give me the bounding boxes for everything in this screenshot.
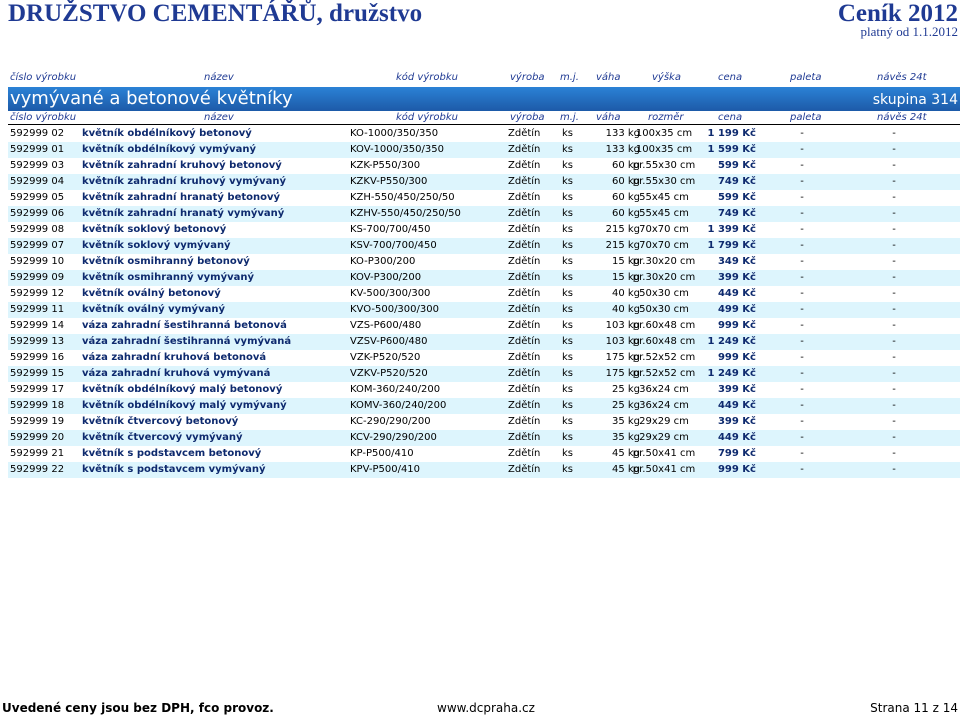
trailer-cell: - [892, 416, 896, 427]
col-code: číslo výrobku [10, 72, 77, 83]
table-row [8, 414, 960, 430]
pallet-cell: - [800, 464, 804, 475]
table-row [8, 462, 960, 478]
price-cell: 1 799 Kč [707, 240, 756, 251]
product-sku-cell: KSV-700/700/450 [350, 240, 437, 251]
weight-cell: 25 kg [611, 400, 640, 411]
trailer-cell: - [892, 384, 896, 395]
size-cell: pr.52x52 cm [632, 368, 696, 379]
production-cell: Zdětín [508, 432, 541, 443]
product-sku-cell: KP-P500/410 [350, 448, 414, 459]
product-name-cell: váza zahradní šestihranná vymývaná [82, 336, 292, 347]
product-name-cell: váza zahradní kruhová betonová [82, 352, 267, 363]
validity-date: platný od 1.1.2012 [860, 24, 958, 39]
product-sku-cell: KZKV-P550/300 [350, 176, 428, 187]
production-cell: Zdětín [508, 416, 541, 427]
pallet-cell: - [800, 144, 804, 155]
product-code-cell: 592999 21 [10, 448, 65, 459]
product-code-cell: 592999 16 [10, 352, 65, 363]
product-name-cell: květník oválný betonový [82, 288, 221, 299]
product-code-cell: 592999 05 [10, 192, 65, 203]
price-cell: 1 249 Kč [707, 368, 756, 379]
pallet-cell: - [800, 128, 804, 139]
price-cell: 449 Kč [717, 432, 756, 443]
product-code-cell: 592999 18 [10, 400, 65, 411]
trailer-cell: - [892, 176, 896, 187]
size-cell: 100x35 cm [635, 144, 693, 155]
weight-cell: 175 kg [605, 352, 640, 363]
weight-cell: 215 kg [605, 224, 640, 235]
size-cell: pr.60x48 cm [632, 336, 696, 347]
table-row [8, 254, 960, 270]
col-product-code: kód výrobku [396, 112, 458, 123]
product-sku-cell: KZK-P550/300 [350, 160, 421, 171]
trailer-cell: - [892, 240, 896, 251]
product-name-cell: květník osmihranný betonový [82, 256, 250, 267]
unit-cell: ks [562, 384, 574, 395]
product-sku-cell: KPV-P500/410 [350, 464, 421, 475]
product-sku-cell: KS-700/700/450 [350, 224, 431, 235]
pallet-cell: - [800, 384, 804, 395]
product-name-cell: váza zahradní šestihranná betonová [82, 320, 287, 331]
price-cell: 349 Kč [717, 256, 756, 267]
col-production: výroba [510, 112, 545, 123]
col-trailer: návěs 24t [877, 72, 927, 83]
product-name-cell: květník soklový vymývaný [82, 240, 231, 251]
price-cell: 999 Kč [717, 320, 756, 331]
size-cell: pr.50x41 cm [632, 448, 696, 459]
price-cell: 1 599 Kč [707, 144, 756, 155]
unit-cell: ks [562, 336, 574, 347]
weight-cell: 60 kg [611, 176, 640, 187]
product-name-cell: květník soklový betonový [82, 224, 227, 235]
size-cell: 36x24 cm [639, 384, 689, 395]
size-cell: pr.52x52 cm [632, 352, 696, 363]
weight-cell: 40 kg [611, 304, 640, 315]
unit-cell: ks [562, 432, 574, 443]
price-cell: 499 Kč [717, 304, 756, 315]
table-row [8, 334, 960, 350]
pallet-cell: - [800, 432, 804, 443]
pallet-cell: - [800, 208, 804, 219]
product-name-cell: květník s podstavcem betonový [82, 448, 262, 459]
table-row [8, 174, 960, 190]
trailer-cell: - [892, 208, 896, 219]
table-row [8, 446, 960, 462]
product-sku-cell: VZSV-P600/480 [350, 336, 428, 347]
pallet-cell: - [800, 448, 804, 459]
unit-cell: ks [562, 320, 574, 331]
pallet-cell: - [800, 288, 804, 299]
trailer-cell: - [892, 320, 896, 331]
price-cell: 1 199 Kč [707, 128, 756, 139]
size-cell: 55x45 cm [639, 192, 689, 203]
production-cell: Zdětín [508, 128, 541, 139]
product-sku-cell: VZS-P600/480 [350, 320, 422, 331]
product-sku-cell: VZKV-P520/520 [350, 368, 428, 379]
price-cell: 449 Kč [717, 400, 756, 411]
size-cell: 50x30 cm [639, 288, 689, 299]
product-sku-cell: KVO-500/300/300 [350, 304, 439, 315]
size-cell: 50x30 cm [639, 304, 689, 315]
trailer-cell: - [892, 368, 896, 379]
unit-cell: ks [562, 192, 574, 203]
product-sku-cell: KOV-P300/200 [350, 272, 422, 283]
weight-cell: 103 kg [605, 320, 640, 331]
price-cell: 399 Kč [717, 416, 756, 427]
production-cell: Zdětín [508, 240, 541, 251]
trailer-cell: - [892, 400, 896, 411]
table-row [8, 398, 960, 414]
unit-cell: ks [562, 144, 574, 155]
col-unit: m.j. [560, 112, 579, 123]
table-row [8, 318, 960, 334]
unit-cell: ks [562, 176, 574, 187]
production-cell: Zdětín [508, 320, 541, 331]
header-separator [8, 124, 960, 125]
product-name-cell: květník zahradní hranatý betonový [82, 192, 281, 203]
trailer-cell: - [892, 464, 896, 475]
table-row [8, 382, 960, 398]
production-cell: Zdětín [508, 288, 541, 299]
table-row [8, 286, 960, 302]
trailer-cell: - [892, 272, 896, 283]
product-name-cell: květník s podstavcem vymývaný [82, 464, 266, 475]
product-sku-cell: KC-290/290/200 [350, 416, 431, 427]
product-code-cell: 592999 19 [10, 416, 65, 427]
product-code-cell: 592999 14 [10, 320, 65, 331]
unit-cell: ks [562, 288, 574, 299]
production-cell: Zdětín [508, 400, 541, 411]
footer-website[interactable]: www.dcpraha.cz [437, 701, 535, 715]
product-code-cell: 592999 04 [10, 176, 65, 187]
product-sku-cell: KOMV-360/240/200 [350, 400, 447, 411]
product-code-cell: 592999 06 [10, 208, 65, 219]
table-row [8, 238, 960, 254]
size-cell: 36x24 cm [639, 400, 689, 411]
unit-cell: ks [562, 352, 574, 363]
unit-cell: ks [562, 368, 574, 379]
pallet-cell: - [800, 320, 804, 331]
unit-cell: ks [562, 416, 574, 427]
unit-cell: ks [562, 128, 574, 139]
product-name-cell: váza zahradní kruhová vymývaná [82, 368, 271, 379]
price-cell: 1 249 Kč [707, 336, 756, 347]
col-pallet: paleta [790, 112, 822, 123]
col-code: číslo výrobku [10, 112, 77, 123]
weight-cell: 60 kg [611, 160, 640, 171]
product-name-cell: květník obdélníkový vymývaný [82, 144, 257, 155]
weight-cell: 45 kg [611, 448, 640, 459]
product-code-cell: 592999 20 [10, 432, 65, 443]
trailer-cell: - [892, 224, 896, 235]
size-cell: pr.60x48 cm [632, 320, 696, 331]
price-cell: 599 Kč [717, 160, 756, 171]
size-cell: 100x35 cm [635, 128, 693, 139]
col-pallet: paleta [790, 72, 822, 83]
pallet-cell: - [800, 368, 804, 379]
unit-cell: ks [562, 256, 574, 267]
table-row [8, 350, 960, 366]
unit-cell: ks [562, 208, 574, 219]
production-cell: Zdětín [508, 464, 541, 475]
unit-cell: ks [562, 448, 574, 459]
col-production: výroba [510, 72, 545, 83]
unit-cell: ks [562, 224, 574, 235]
section-band [8, 87, 960, 111]
company-title: DRUŽSTVO CEMENTÁŘŮ, družstvo [8, 0, 423, 27]
unit-cell: ks [562, 304, 574, 315]
weight-cell: 133 kg [605, 144, 640, 155]
pallet-cell: - [800, 256, 804, 267]
price-list-title: Ceník 2012 [837, 0, 958, 27]
weight-cell: 175 kg [605, 368, 640, 379]
product-sku-cell: KOV-1000/350/350 [350, 144, 444, 155]
unit-cell: ks [562, 160, 574, 171]
col-name: název [204, 112, 234, 123]
col-height: výška [652, 72, 681, 83]
price-cell: 399 Kč [717, 272, 756, 283]
price-cell: 399 Kč [717, 384, 756, 395]
pallet-cell: - [800, 336, 804, 347]
pallet-cell: - [800, 240, 804, 251]
product-code-cell: 592999 17 [10, 384, 65, 395]
trailer-cell: - [892, 336, 896, 347]
size-cell: pr.55x30 cm [632, 176, 696, 187]
col-price: cena [718, 112, 743, 123]
product-name-cell: květník oválný vymývaný [82, 304, 225, 315]
table-row [8, 222, 960, 238]
trailer-cell: - [892, 144, 896, 155]
col-product-code: kód výrobku [396, 72, 458, 83]
price-cell: 999 Kč [717, 352, 756, 363]
table-row [8, 270, 960, 286]
col-trailer: návěs 24t [877, 112, 927, 123]
weight-cell: 40 kg [611, 288, 640, 299]
production-cell: Zdětín [508, 448, 541, 459]
table-row [8, 302, 960, 318]
product-code-cell: 592999 22 [10, 464, 65, 475]
product-name-cell: květník zahradní hranatý vymývaný [82, 208, 285, 219]
trailer-cell: - [892, 448, 896, 459]
production-cell: Zdětín [508, 208, 541, 219]
product-code-cell: 592999 01 [10, 144, 65, 155]
product-name-cell: květník zahradní kruhový betonový [82, 160, 282, 171]
pallet-cell: - [800, 272, 804, 283]
product-name-cell: květník osmihranný vymývaný [82, 272, 254, 283]
section-title: vymývané a betonové květníky [10, 88, 293, 109]
product-sku-cell: KOM-360/240/200 [350, 384, 441, 395]
weight-cell: 215 kg [605, 240, 640, 251]
trailer-cell: - [892, 128, 896, 139]
size-cell: 70x70 cm [639, 224, 689, 235]
product-code-cell: 592999 13 [10, 336, 65, 347]
table-row [8, 158, 960, 174]
size-cell: 29x29 cm [639, 432, 689, 443]
price-cell: 999 Kč [717, 464, 756, 475]
weight-cell: 60 kg [611, 208, 640, 219]
product-name-cell: květník čtvercový vymývaný [82, 432, 243, 443]
pallet-cell: - [800, 176, 804, 187]
product-code-cell: 592999 08 [10, 224, 65, 235]
pallet-cell: - [800, 416, 804, 427]
product-code-cell: 592999 03 [10, 160, 65, 171]
weight-cell: 45 kg [611, 464, 640, 475]
trailer-cell: - [892, 160, 896, 171]
production-cell: Zdětín [508, 176, 541, 187]
weight-cell: 25 kg [611, 384, 640, 395]
weight-cell: 35 kg [611, 432, 640, 443]
weight-cell: 35 kg [611, 416, 640, 427]
production-cell: Zdětín [508, 192, 541, 203]
production-cell: Zdětín [508, 384, 541, 395]
trailer-cell: - [892, 256, 896, 267]
page-number: Strana 11 z 14 [870, 701, 958, 715]
production-cell: Zdětín [508, 144, 541, 155]
product-code-cell: 592999 15 [10, 368, 65, 379]
trailer-cell: - [892, 192, 896, 203]
product-name-cell: květník obdélníkový malý betonový [82, 384, 283, 395]
product-name-cell: květník obdélníkový malý vymývaný [82, 400, 287, 411]
production-cell: Zdětín [508, 304, 541, 315]
size-cell: pr.30x20 cm [632, 272, 696, 283]
pallet-cell: - [800, 160, 804, 171]
trailer-cell: - [892, 288, 896, 299]
unit-cell: ks [562, 464, 574, 475]
pallet-cell: - [800, 400, 804, 411]
product-sku-cell: KO-1000/350/350 [350, 128, 439, 139]
production-cell: Zdětín [508, 256, 541, 267]
product-name-cell: květník čtvercový betonový [82, 416, 239, 427]
unit-cell: ks [562, 400, 574, 411]
product-code-cell: 592999 12 [10, 288, 65, 299]
col-size: rozměr [648, 112, 684, 123]
unit-cell: ks [562, 272, 574, 283]
trailer-cell: - [892, 432, 896, 443]
size-cell: 55x45 cm [639, 208, 689, 219]
product-code-cell: 592999 11 [10, 304, 65, 315]
size-cell: 29x29 cm [639, 416, 689, 427]
product-sku-cell: KZHV-550/450/250/50 [350, 208, 461, 219]
trailer-cell: - [892, 304, 896, 315]
product-sku-cell: KCV-290/290/200 [350, 432, 437, 443]
price-cell: 749 Kč [717, 176, 756, 187]
price-cell: 1 399 Kč [707, 224, 756, 235]
product-code-cell: 592999 02 [10, 128, 65, 139]
price-cell: 799 Kč [717, 448, 756, 459]
weight-cell: 60 kg [611, 192, 640, 203]
production-cell: Zdětín [508, 336, 541, 347]
unit-cell: ks [562, 240, 574, 251]
product-name-cell: květník zahradní kruhový vymývaný [82, 176, 287, 187]
col-price: cena [718, 72, 743, 83]
table-row [8, 190, 960, 206]
product-sku-cell: KV-500/300/300 [350, 288, 431, 299]
production-cell: Zdětín [508, 160, 541, 171]
section-group: skupina 314 [872, 92, 958, 108]
production-cell: Zdětín [508, 224, 541, 235]
size-cell: 70x70 cm [639, 240, 689, 251]
table-row [8, 366, 960, 382]
col-name: název [204, 72, 234, 83]
product-sku-cell: KZH-550/450/250/50 [350, 192, 455, 203]
weight-cell: 133 kg [605, 128, 640, 139]
pallet-cell: - [800, 352, 804, 363]
table-row [8, 206, 960, 222]
price-cell: 749 Kč [717, 208, 756, 219]
pallet-cell: - [800, 304, 804, 315]
price-cell: 449 Kč [717, 288, 756, 299]
product-sku-cell: KO-P300/200 [350, 256, 416, 267]
product-sku-cell: VZK-P520/520 [350, 352, 421, 363]
col-weight: váha [596, 72, 621, 83]
size-cell: pr.50x41 cm [632, 464, 696, 475]
table-row [8, 126, 960, 142]
col-weight: váha [596, 112, 621, 123]
pallet-cell: - [800, 224, 804, 235]
production-cell: Zdětín [508, 272, 541, 283]
column-header-top [0, 71, 960, 85]
table-row [8, 142, 960, 158]
column-header [0, 111, 960, 125]
price-cell: 599 Kč [717, 192, 756, 203]
weight-cell: 103 kg [605, 336, 640, 347]
production-cell: Zdětín [508, 368, 541, 379]
product-code-cell: 592999 10 [10, 256, 65, 267]
footer-note: Uvedené ceny jsou bez DPH, fco provoz. [2, 701, 274, 715]
product-name-cell: květník obdélníkový betonový [82, 128, 252, 139]
col-unit: m.j. [560, 72, 579, 83]
weight-cell: 15 kg [611, 272, 640, 283]
product-code-cell: 592999 07 [10, 240, 65, 251]
production-cell: Zdětín [508, 352, 541, 363]
pallet-cell: - [800, 192, 804, 203]
size-cell: pr.55x30 cm [632, 160, 696, 171]
table-row [8, 430, 960, 446]
size-cell: pr.30x20 cm [632, 256, 696, 267]
trailer-cell: - [892, 352, 896, 363]
product-code-cell: 592999 09 [10, 272, 65, 283]
weight-cell: 15 kg [611, 256, 640, 267]
